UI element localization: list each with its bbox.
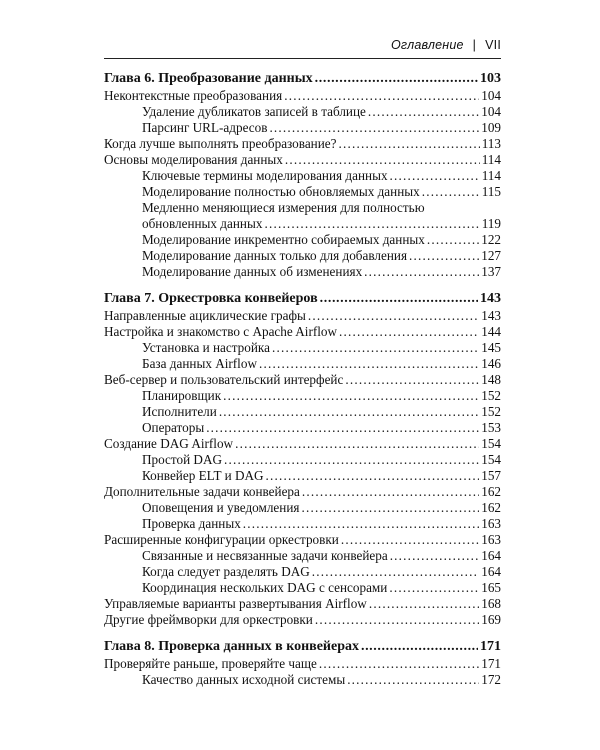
toc-subsection <box>142 216 501 232</box>
toc-page-number: 127 <box>481 248 501 263</box>
toc-entry-title: База данных Airflow <box>142 356 257 371</box>
toc-entry-title: Ключевые термины моделирования данных <box>142 168 388 183</box>
toc-subsection <box>104 548 501 564</box>
toc-entry-title: Оповещения и уведомления <box>142 500 300 515</box>
header-text <box>391 38 501 52</box>
dot-leader <box>361 638 478 656</box>
toc-subsection <box>104 248 501 264</box>
toc-entry-title: Основы моделирования данных <box>104 152 283 167</box>
toc-subsection <box>104 420 501 436</box>
toc-entry-title-line: Медленно меняющиеся измерения для полностью <box>142 200 425 215</box>
toc-entry-title: Создание DAG Airflow <box>104 436 234 451</box>
dot-leader <box>315 612 479 628</box>
toc-chapter-heading <box>104 70 501 88</box>
toc-entry-title: Моделирование данных только для добавления <box>142 248 408 263</box>
toc-entry-title: Исполнители <box>142 404 217 419</box>
toc-page-number: 143 <box>480 291 501 306</box>
dot-leader <box>272 340 479 356</box>
toc-section <box>104 136 501 152</box>
dot-leader <box>315 70 478 88</box>
toc-subsection <box>104 356 501 372</box>
toc-page-number: 148 <box>481 372 501 387</box>
toc-entry-title: Простой DAG <box>142 452 223 467</box>
header-separator: | <box>472 38 477 52</box>
toc-entry-title: Конвейер ELT и DAG <box>142 468 264 483</box>
toc-page-number: 115 <box>481 184 501 199</box>
toc-entry-title: Моделирование данных об изменениях <box>142 264 363 279</box>
dot-leader <box>339 136 480 152</box>
toc-page-number: 154 <box>481 436 501 451</box>
toc-entry-title: Моделирование инкрементно собираемых данных <box>142 232 425 247</box>
toc-page-number: 162 <box>481 500 501 515</box>
dot-leader <box>206 420 479 436</box>
toc-entry-multiline <box>104 200 501 232</box>
toc-section <box>104 88 501 104</box>
toc-chapter-heading <box>104 290 501 308</box>
toc-entry-title: Связанные и несвязанные задачи конвейера <box>142 548 388 563</box>
toc-entry-title: Планировщик <box>142 388 222 403</box>
dot-leader <box>320 290 478 308</box>
toc-subsection <box>104 168 501 184</box>
dot-leader <box>341 532 479 548</box>
toc-section <box>104 372 501 388</box>
header-section-title: Оглавление <box>391 38 464 52</box>
toc-section <box>104 484 501 500</box>
toc-page-number: 154 <box>481 452 501 467</box>
toc-subsection <box>104 564 501 580</box>
toc-entry-title: Координация нескольких DAG с сенсорами <box>142 580 388 595</box>
dot-leader <box>308 308 479 324</box>
toc-subsection <box>104 516 501 532</box>
toc-subsection <box>104 340 501 356</box>
dot-leader <box>319 656 479 672</box>
toc-section <box>104 308 501 324</box>
dot-leader <box>285 152 480 168</box>
toc-page-number: 113 <box>481 136 501 151</box>
dot-leader <box>339 324 479 340</box>
toc-page-number: 163 <box>481 532 501 547</box>
toc-entry-title: Веб-сервер и пользовательский интерфейс <box>104 372 344 387</box>
dot-leader <box>368 104 479 120</box>
toc-page-number: 137 <box>481 264 501 279</box>
toc-page-number: 171 <box>481 656 501 671</box>
toc-subsection <box>104 184 501 200</box>
dot-leader <box>302 484 479 500</box>
toc-section <box>104 656 501 672</box>
toc-chapter <box>104 70 501 280</box>
toc-page-number: 143 <box>481 308 501 323</box>
toc-page-number: 162 <box>481 484 501 499</box>
toc-subsection <box>104 120 501 136</box>
toc-page-number: 114 <box>481 168 501 183</box>
toc-subsection <box>104 232 501 248</box>
toc-subsection <box>104 468 501 484</box>
toc-chapter-heading <box>104 638 501 656</box>
toc-page-number: 168 <box>481 596 501 611</box>
dot-leader <box>390 168 480 184</box>
dot-leader <box>427 232 479 248</box>
toc-entry-title: Моделирование полностью обновляемых данных <box>142 184 420 199</box>
toc-entry-title: Другие фреймворки для оркестровки <box>104 612 313 627</box>
toc-entry-title: Расширенные конфигурации оркестровки <box>104 532 339 547</box>
toc-page-number: 104 <box>481 104 501 119</box>
toc-page-number: 103 <box>480 71 501 86</box>
toc-page-number: 114 <box>481 152 501 167</box>
toc-entry-title: Дополнительные задачи конвейера <box>104 484 300 499</box>
toc-page-number: 171 <box>480 639 501 654</box>
dot-leader <box>264 216 479 232</box>
toc-entry-title: Операторы <box>142 420 205 435</box>
toc-entry-title: Проверяйте раньше, проверяйте чаще <box>104 656 317 671</box>
toc-chapter <box>104 638 501 688</box>
dot-leader <box>409 248 479 264</box>
toc-entry-title: Управляемые варианты развертывания Airflow <box>104 596 367 611</box>
dot-leader <box>301 500 479 516</box>
toc-entry-title: Настройка и знакомство с Apache Airflow <box>104 324 338 339</box>
toc-page-number: 157 <box>481 468 501 483</box>
toc-entry-title: обновленных данных <box>142 216 263 231</box>
toc-entry-title: Установка и настройка <box>142 340 270 355</box>
toc-page-number: 153 <box>481 420 501 435</box>
dot-leader <box>235 436 479 452</box>
toc-page-number: 169 <box>481 612 501 627</box>
toc-page-number: 119 <box>481 216 501 231</box>
toc-subsection <box>104 500 501 516</box>
toc-entry-title: Проверка данных <box>142 516 241 531</box>
toc-page-number: 152 <box>481 404 501 419</box>
dot-leader <box>389 580 479 596</box>
toc-section <box>104 152 501 168</box>
dot-leader <box>422 184 480 200</box>
dot-leader <box>369 596 479 612</box>
toc-page-number: 165 <box>481 580 501 595</box>
toc-page-number: 152 <box>481 388 501 403</box>
toc-entry-title: Глава 7. Оркестровка конвейеров <box>104 291 318 306</box>
toc-subsection <box>104 672 501 688</box>
toc-entry-title: Удаление дубликатов записей в таблице <box>142 104 366 119</box>
toc-section <box>104 324 501 340</box>
dot-leader <box>345 372 479 388</box>
dot-leader <box>284 88 479 104</box>
dot-leader <box>269 120 479 136</box>
toc-chapter <box>104 290 501 628</box>
toc-entry-title: Когда лучше выполнять преобразование? <box>104 136 337 151</box>
toc-entry-title: Направленные ациклические графы <box>104 308 306 323</box>
toc-page-number: 164 <box>481 564 501 579</box>
toc-entry-title: Глава 6. Преобразование данных <box>104 71 313 86</box>
dot-leader <box>364 264 479 280</box>
toc-page-number: 172 <box>481 672 501 687</box>
dot-leader <box>312 564 479 580</box>
toc-page-number: 145 <box>481 340 501 355</box>
toc-section <box>104 596 501 612</box>
toc-entry-title: Когда следует разделять DAG <box>142 564 310 579</box>
header-page-number: VII <box>485 38 501 52</box>
toc-page-number: 109 <box>481 120 501 135</box>
dot-leader <box>243 516 479 532</box>
toc-entry-title: Парсинг URL-адресов <box>142 120 268 135</box>
toc-page-number: 163 <box>481 516 501 531</box>
toc-section <box>104 532 501 548</box>
toc-page-number: 164 <box>481 548 501 563</box>
toc-page-number: 146 <box>481 356 501 371</box>
toc-page-number: 104 <box>481 88 501 103</box>
toc-subsection <box>104 452 501 468</box>
toc-entry-title: Неконтекстные преобразования <box>104 88 283 103</box>
toc-section <box>104 612 501 628</box>
toc-page-number: 144 <box>481 324 501 339</box>
toc-entry-title: Качество данных исходной системы <box>142 672 346 687</box>
toc-subsection <box>104 264 501 280</box>
toc-subsection <box>104 404 501 420</box>
toc-subsection <box>104 580 501 596</box>
table-of-contents <box>104 70 501 698</box>
toc-section <box>104 436 501 452</box>
dot-leader <box>390 548 480 564</box>
dot-leader <box>347 672 479 688</box>
dot-leader <box>266 468 480 484</box>
dot-leader <box>219 404 479 420</box>
toc-subsection <box>104 104 501 120</box>
toc-entry-title: Глава 8. Проверка данных в конвейерах <box>104 639 359 654</box>
toc-subsection <box>104 388 501 404</box>
toc-page-number: 122 <box>481 232 501 247</box>
running-header <box>104 38 501 59</box>
dot-leader <box>259 356 479 372</box>
dot-leader <box>224 452 479 468</box>
dot-leader <box>223 388 479 404</box>
